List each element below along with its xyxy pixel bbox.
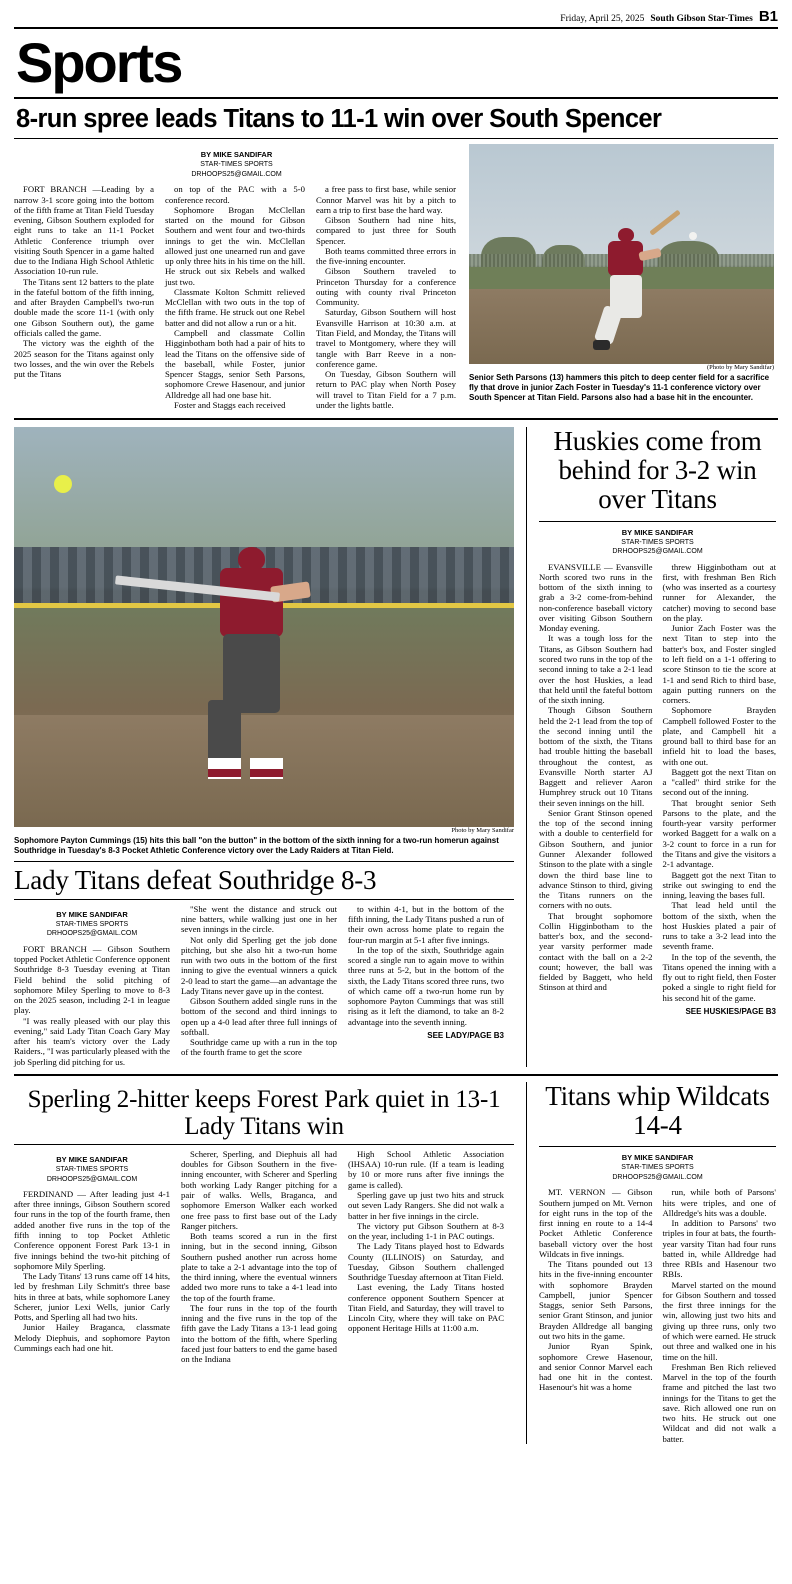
byline-name: BY MIKE SANDIFAR	[200, 150, 273, 160]
paragraph: The victory put Gibson Southern at 8-3 on the year, including 1-1 in PAC outings.	[348, 1220, 504, 1242]
huskies-col-1	[539, 562, 653, 1016]
paragraph: FORT BRANCH —Leading by a narrow 3-1 score going into the bottom of the fifth frame at Titan Field Tuesday evening, Gibson Southern exploded for eight runs to take an 11-1 Pocket Athletic Conference triumph over visiting South Spencer in a game halted due to the Indiana High School Athletic Association 10-run rule.	[14, 184, 154, 277]
lady-titans-headline: Lady Titans defeat Southridge 8-3	[14, 864, 377, 895]
lady-story-byline	[14, 910, 170, 939]
paragraph: "She went the distance and struck out nine batters, while walking just one in her seven innings in the circle.	[181, 903, 337, 935]
paragraph: Saturday, Gibson Southern will host Evansville Harrison at 10:30 a.m. at Titan Field, and Monday, the Titans will travel to Montgomery, where they will tangle with Barr Reeve in a non-conference game.	[316, 307, 456, 369]
lead-story-photo-column	[469, 144, 774, 410]
paragraph: a free pass to first base, while senior Connor Marvel was hit by a pitch to earn a trip to first base the hard way.	[316, 184, 456, 215]
byline-email: DRHOOPS25@GMAIL.COM	[46, 930, 138, 938]
bottom-band-rule	[14, 1074, 778, 1076]
paragraph: "I was really pleased with our play this evening," said Lady Titan Coach Gary May after his team's victory over the Lady Raiders., "I was particularly pleased with the job Sperling did pitching for us.	[14, 1015, 171, 1067]
paragraph: threw Higginbotham out at first, with freshman Ben Rich (who was inserted as a courtesy runner for Alexander, the catcher) moving to second base on the play.	[662, 561, 776, 623]
paragraph: In addition to Parsons' two triples in four at bats, the fourth-year varsity Titan had four runs batted in, while Alldredge had three RBIs and Hasenour two RBIs.	[662, 1218, 776, 1280]
paragraph: In the top of the seventh, the Titans opened the inning with a fly out to right field, then Foster poked a single to right field for his second hit of the game.	[662, 951, 776, 1003]
softball-photo-caption: Sophomore Payton Cummings (15) hits this ball "on the button" in the bottom of the sixth inning for a two-run homerun against Southridge in Tuesday's 8-3 Pocket Athletic Conference victory over the Lady Raiders at Titan Field.	[14, 836, 499, 855]
huskies-block	[526, 427, 776, 1067]
lady-col-1	[14, 944, 170, 1067]
paragraph: Both teams scored a run in the first inning, but in the second inning, Gibson Southern pushed another run across home plate to take a 2-1 advantage into the top of the third inning, where the eventual winners added two more runs to take a 4-1 lead into the top of the fourth frame.	[181, 1231, 337, 1303]
paragraph: Both teams committed three errors in the five-inning encounter.	[316, 245, 456, 267]
huskies-headline-rule	[539, 521, 776, 522]
paragraph: Freshman Ben Rich relieved Marvel in the top of the fourth frame and pitched the last two innings for the Titans to get the save. Rich allowed one run on two hits. He struck out one Wildcat and did not walk a batter.	[662, 1361, 776, 1444]
lead-col-1	[14, 184, 154, 410]
baseball-batter-photo	[469, 144, 774, 364]
paragraph: Scherer, Sperling, and Diephuis all had doubles for Gibson Southern in the five-inning encounter, with Scherer and Sperling both working Lady Ranger pitching for a pair of walks. Wells, Braganca, and sophomore Emerson Walker each worked one free pass to first base out of the Lady Ranger pitchers.	[181, 1148, 337, 1231]
paragraph: It was a tough loss for the Titans, as Gibson Southern had scored two runs in the top of the second inning to take a 2-1 lead over the host Huskies, a lead that held until the fateful bottom of the sixth inning.	[539, 633, 653, 706]
paragraph: Junior Ryan Spink, sophomore Crewe Hasenour, and senior Connor Marvel each had one hit in the contest. Hasenour's hit was a home	[539, 1341, 653, 1393]
paragraph: On Tuesday, Gibson Southern will return to PAC play when North Posey will travel to Titan Field for a 7 p.m. under the lights battle.	[316, 369, 456, 410]
mid-band	[14, 427, 778, 1067]
wildcats-col-2	[663, 1187, 777, 1444]
huskies-byline	[539, 528, 776, 557]
paragraph: Baggett got the next Titan to strike out swinging to end the inning, leaving the bases full.	[662, 869, 776, 901]
masthead-date: Friday, April 25, 2025	[560, 13, 645, 24]
byline-role: STAR-TIMES SPORTS	[55, 1166, 129, 1174]
paragraph: In the top of the sixth, Southridge again scored a single run to again move to within three runs at 5-2, but in the bottom of the sixth, the Lady Titans scored three runs, two of which came off a two-run home run by sophomore Payton Cummings that was still rising as it left the diamond, to take an 8-2 advantage into the seventh inning.	[348, 944, 504, 1027]
lead-story-byline	[14, 150, 459, 179]
paragraph: Junior Hailey Braganca, classmate Melody Diephuis, and sophomore Payton Cummings each had one hit.	[14, 1322, 170, 1353]
softball-photo-credit: Photo by Mary Sandifar	[451, 827, 514, 835]
wildcats-headline-rule	[539, 1146, 776, 1147]
paragraph: Senior Grant Stinson opened the top of the second inning with a double to centerfield for Gibson Southern, and junior Gunner Alexander followed Stinson to the plate with a single down the third base line to advance Stinson to third, giving the Titans runners on the corners with no outs.	[539, 807, 653, 911]
paragraph: Gibson Southern traveled to Princeton Thursday for a conference outing with county rival Princeton Community.	[316, 266, 456, 308]
wildcats-byline	[539, 1153, 776, 1182]
byline-email: DRHOOPS25@GMAIL.COM	[612, 1173, 703, 1181]
lady-col-3	[348, 904, 504, 1027]
paragraph: on top of the PAC with a 5-0 conference record.	[165, 184, 305, 205]
paragraph: Sophomore Brogan McClellan started on the mound for Gibson Southern and went four and two-thirds innings to get the win. McClellan allowed just one unearned run and gave up only three hits in his time on the hill. He struck out six Rebels and walked just two.	[165, 204, 305, 287]
paragraph: Marvel started on the mound for Gibson Southern and tossed the first three innings for the win, allowing just two hits and giving up three runs, only two of which were earned. He struck out three and walked one in his time on the hill.	[662, 1279, 776, 1362]
lady-col-2	[181, 904, 337, 1067]
lead-photo-caption: Senior Seth Parsons (13) hammers this pitch to deep center field for a sacrifice fly that drove in junior Zach Foster in Tuesday's 11-1 conference victory over South Spencer at Titan Field. Parsons also had a base hit in the encounter.	[469, 373, 770, 402]
softball-batter-photo	[14, 427, 514, 827]
lead-headline-rule	[14, 138, 778, 139]
byline-role: STAR-TIMES SPORTS	[621, 538, 694, 546]
paragraph: The Lady Titans' 13 runs came off 14 hits, led by freshman Lily Schmitt's three base hits in three at bats, while sophomore Laney Scherer, junior Lexi Wells, junior Carly Potts, and Sperling all had two hits.	[14, 1271, 170, 1323]
section-title: Sports	[16, 30, 182, 94]
byline-role: STAR-TIMES SPORTS	[200, 161, 273, 169]
paragraph: Last evening, the Lady Titans hosted conference opponent Southern Spencer at Titan Field, and Saturday, they will travel to Lincoln City, where they will take on PAC opponent Heritage Hills at 11:00 a.m.	[348, 1282, 504, 1334]
sperling-headline-rule	[14, 1144, 514, 1145]
paragraph: FERDINAND — After leading just 4-1 after three innings, Gibson Southern scored four runs in the top of the fourth frame, then added another five runs in the top of the fifth inning to top Pocket Athletic Conference opponent Forest Park 13-1 in five innings behind the two-hit pitching of sophomore Mily Sperling.	[14, 1188, 170, 1271]
paragraph: Sperling gave up just two hits and struck out seven Lady Rangers. She did not walk a batter in her five innings in the circle.	[348, 1190, 504, 1221]
paragraph: That brought sophomore Collin Higginbotham to the batter's box, and the second-year varsity performer made contact with the ball on a 2-2 count; however, the ball was fielded by Baggett, who held Stinson at third and	[539, 910, 653, 993]
byline-role: STAR-TIMES SPORTS	[621, 1164, 694, 1172]
paragraph: That brought senior Seth Parsons to the plate, and the fourth-year varsity performer worked Baggett for a walk on a 3-2 count to force in a run for the Titans and give the visitors a 2-1 advantage.	[662, 797, 776, 870]
huskies-jump-line[interactable]: SEE HUSKIES/PAGE B3	[685, 1007, 776, 1016]
softball-block	[14, 427, 514, 1067]
paragraph: MT. VERNON — Gibson Southern jumped on Mt. Vernon for eight runs in the top of the first inning en route to a 14-4 Pocket Athletic Conference baseball victory over the host Wildcats in five innings.	[539, 1187, 653, 1259]
mid-band-rule	[14, 418, 778, 420]
masthead	[14, 10, 778, 27]
lead-col-2	[165, 184, 305, 410]
byline-name: BY MIKE SANDIFAR	[56, 1154, 128, 1164]
sperling-byline	[14, 1155, 170, 1184]
paragraph: run, while both of Parsons' hits were triples, and one of Alldredge's hits was a double.	[662, 1187, 776, 1218]
byline-name: BY MIKE SANDIFAR	[56, 909, 128, 919]
masthead-page-number: B1	[758, 8, 778, 25]
lead-col-3	[316, 184, 456, 410]
sperling-block	[14, 1082, 514, 1444]
paragraph: FORT BRANCH — Gibson Southern topped Pocket Athletic Conference opponent Southridge 8-3 Tuesday evening at Titan Field behind the solid pitching of sophomore Miley Sperling to move to 8-3 on the 2025 season, including 2-1 in league play.	[14, 943, 170, 1016]
paragraph: Classmate Kolton Schmitt relieved McClellan with two outs in the top of the fifth frame. He struck out one Rebel batter and did not allow a run or a hit.	[165, 286, 305, 328]
sperling-col-3	[348, 1149, 504, 1365]
paragraph: Southridge came up with a run in the top of the fourth frame to get the score	[181, 1037, 337, 1058]
lady-headline-rule-bottom	[14, 899, 514, 900]
paragraph: Though Gibson Southern held the 2-1 lead from the top of the second inning until the bottom of the sixth, the Titans had trouble hitting the baseball throughout the contest, as Evansville North starter AJ Baggett and reliever Aaron Humphrey struck out 10 Titans their seven innings on the hill.	[539, 705, 653, 808]
paragraph: The victory was the eighth of the 2025 season for the Titans against only two losses, and the win over the Rebels put the Titans	[14, 338, 154, 380]
lead-story-text-column	[14, 144, 459, 410]
wildcats-col-1	[539, 1187, 653, 1444]
paragraph: The four runs in the top of the fourth inning and the five runs in the top of the fifth gave the Lady Titans a 13-1 lead going into the bottom of the fifth, where Sperling faced just four batters to end the game based on the Indiana	[181, 1302, 337, 1365]
paragraph: That lead held until the bottom of the sixth, when the host Huskies plated a pair of runs to take a 3-2 lead into the seventh frame.	[662, 900, 776, 952]
byline-name: BY MIKE SANDIFAR	[621, 1153, 694, 1163]
lead-story-headline: 8-run spree leads Titans to 11-1 win over South Spencer	[16, 104, 662, 133]
byline-email: DRHOOPS25@GMAIL.COM	[46, 1175, 138, 1183]
paragraph: Campbell and classmate Collin Higginbotham both had a pair of hits to lead the Titans on the offensive side of the baseball, while Foster, junior Spencer Staggs, senior Seth Parsons, sophomore Crewe Hasenour, and junior Alldredge all had one base hit.	[165, 327, 305, 400]
sperling-col-2	[181, 1149, 337, 1365]
masthead-paper-name: South Gibson Star-Times	[650, 13, 753, 24]
paragraph: Gibson Southern had nine hits, compared to just three for South Spencer.	[316, 215, 456, 246]
sperling-col-1	[14, 1189, 170, 1353]
paragraph: The Titans sent 12 batters to the plate in the fateful bottom of the fifth inning, and after Brayden Campbell's two-run double made the score 11-1 (with only one Gibson Southern out), the game officials called the game.	[14, 276, 154, 338]
paragraph: Not only did Sperling get the job done pitching, but she also hit a two-run home run with two outs in the bottom of the first inning to give the eventual winners a quick 2-0 lead to start the game—an advantage the Lady Titans never gave up in the contest.	[181, 934, 337, 996]
lead-story	[14, 144, 778, 410]
paragraph: Sophomore Brayden Campbell followed Foster to the plate, and Campbell hit a ground ball to third base for an infield hit to load the bases, with one out.	[662, 705, 776, 767]
wildcats-headline: Titans whip Wildcats 14-4	[545, 1080, 770, 1141]
byline-role: STAR-TIMES SPORTS	[55, 920, 129, 928]
paragraph: to within 4-1, but in the bottom of the fifth inning, the Lady Titans pushed a run of their own across home plate to regain the four-run margin at 5-1 after five innings.	[348, 903, 504, 945]
byline-email: DRHOOPS25@GMAIL.COM	[191, 170, 282, 178]
huskies-headline: Huskies come from behind for 3-2 win over Titans	[553, 426, 762, 515]
byline-email: DRHOOPS25@GMAIL.COM	[612, 548, 703, 556]
sperling-headline: Sperling 2-hitter keeps Forest Park quiet in 13-1 Lady Titans win	[27, 1085, 501, 1140]
lead-photo-credit: (Photo by Mary Sandifar)	[707, 364, 774, 372]
paragraph: Baggett got the next Titan on a "called" third strike for the second out of the inning.	[662, 766, 776, 798]
paragraph: Gibson Southern added single runs in the bottom of the second and third innings to open up a 4-0 lead after three full innings of softball.	[181, 996, 337, 1037]
bottom-band	[14, 1082, 778, 1444]
paragraph: Junior Zach Foster was the next Titan to step into the batter's box, and Foster singled to left field on a 1-1 offering to score Stinson to tie the score at 1-1 and send Rich to third base, again putting runners on the corners.	[662, 623, 776, 706]
byline-name: BY MIKE SANDIFAR	[621, 527, 694, 537]
wildcats-block	[526, 1082, 776, 1444]
lady-jump-line[interactable]: SEE LADY/PAGE B3	[427, 1030, 504, 1040]
paragraph: The Lady Titans played host to Edwards County (ILLINOIS) on Saturday, and Tuesday, Gibson Southern challenged Southridge Tuesday afternoon at Titan Field.	[348, 1241, 504, 1283]
paragraph: Foster and Staggs each received	[174, 399, 286, 410]
huskies-col-2	[663, 562, 777, 1003]
paragraph: High School Athletic Association (IHSAA) 10-run rule. (If a team is leading by 10 or more runs after five innings the game is called).	[348, 1148, 504, 1190]
paragraph: EVANSVILLE — Evansville North scored two runs in the bottom of the sixth inning to grab a 3-2 come-from-behind non-conference baseball victory over visiting Gibson Southern Monday evening.	[539, 561, 653, 634]
paragraph: The Titans pounded out 13 hits in the five-inning encounter with sophomore Brayden Campbell, junior Spencer Staggs, senior Seth Parsons, senior Grant Stinson, and junior Brayden Alldredge all banging out two hits in the game.	[539, 1259, 653, 1341]
